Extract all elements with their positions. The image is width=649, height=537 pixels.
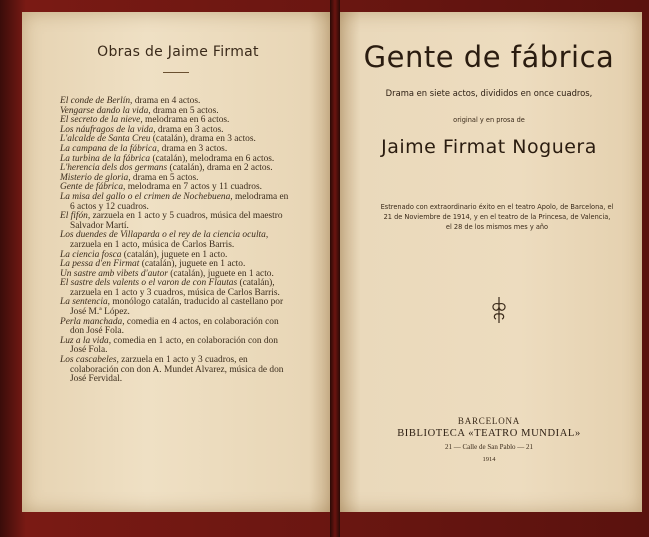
work-description: (catalán), juguete en 1 acto.: [167, 268, 274, 279]
work-entry: [60, 356, 292, 385]
premiere-note: Estrenado con extraordinario éxito en el teatro Apolo, de Barcelona, el 21 de Noviembre de 1914, y en el teatro de la Princesa, de Valencia, el 28 de los mismos mes y año: [380, 203, 614, 231]
work-title: Misterio de gloria,: [60, 172, 131, 183]
work-title: Los cascabeles,: [60, 355, 119, 366]
work-description: drama en 3 actos.: [159, 143, 228, 154]
work-entry: [60, 318, 292, 337]
work-description: drama en 5 actos.: [130, 172, 199, 183]
work-description: zarzuela en 1 acto y 5 cuadros, música del maestro Salvador Martí.: [70, 211, 283, 231]
work-title: La campana de la fábrica,: [60, 143, 160, 154]
work-title: La turbina de la fábrica: [60, 153, 151, 164]
work-description: monólogo catalán, traducido al castellano por José M.ª López.: [70, 297, 284, 318]
work-description: zarzuela en 1 acto, música de Carlos Barris.: [70, 239, 235, 250]
work-entry: [60, 279, 292, 298]
work-entry: [60, 337, 292, 356]
work-title: La misa del gallo o el crimen de Nochebuena,: [60, 191, 233, 202]
work-description: (catalán), drama en 2 actos.: [167, 163, 273, 174]
work-title: Luz a la vida,: [60, 335, 112, 346]
work-description: zarzuela en 1 acto y 3 cuadros, en colaboración con don A. Mundet Alvarez, música de don José Fervidal.: [70, 355, 284, 385]
work-description: comedia en 4 actos, en colaboración con don José Fola.: [70, 316, 279, 337]
work-title: L'herencia dels dos germans: [60, 163, 168, 174]
work-entry: [60, 193, 292, 212]
work-description: (catalán), juguete en 1 acto.: [139, 259, 246, 270]
work-title: El sastre dels valents o el varon de con Flautas: [60, 278, 238, 289]
work-title: La pessa d'en Firmat: [60, 259, 140, 270]
work-entry: [60, 212, 292, 231]
heading-rule: [163, 72, 189, 73]
publisher-address: 21 — Calle de San Pablo — 21: [444, 443, 534, 451]
publisher-city: BARCELONA: [457, 416, 521, 426]
works-list: [60, 97, 292, 385]
work-description: melodrama en 6 actos.: [142, 115, 230, 126]
work-description: (catalán), melodrama en 6 actos.: [150, 153, 275, 164]
work-title: La sentencia,: [60, 297, 110, 308]
work-description: (catalán), drama en 3 actos.: [150, 134, 256, 145]
work-description: drama en 5 actos.: [150, 105, 219, 116]
book-subtitle: Drama en siete actos, divididos en once cuadros,: [385, 88, 593, 98]
work-title: L'alcalde de Santa Creu: [60, 134, 151, 145]
work-title: Perla manchada,: [60, 316, 125, 327]
work-title: Los náufragos de la vida,: [60, 124, 156, 135]
work-entry: [60, 298, 292, 317]
work-description: melodrama en 6 actos y 12 cuadros.: [70, 191, 289, 212]
work-description: drama en 3 actos.: [155, 124, 224, 135]
work-title: El fifón,: [60, 211, 91, 222]
fleuron-ornament-icon: [488, 296, 510, 324]
work-description: (catalán), juguete en 1 acto.: [121, 249, 228, 260]
work-description: (catalán), zarzuela en 1 acto y 3 cuadros, música de Carlos Barris.: [70, 278, 280, 298]
publisher-name: BIBLIOTECA «TEATRO MUNDIAL»: [397, 428, 581, 439]
work-title: La ciencia fosca: [60, 249, 122, 260]
work-entry: [60, 231, 292, 250]
work-title: Un sastre amb vibets d'autor: [60, 268, 168, 279]
original-note: original y en prosa de: [453, 116, 525, 124]
work-description: melodrama en 7 actos y 11 cuadros.: [125, 182, 262, 193]
work-description: drama en 4 actos.: [132, 96, 201, 106]
author-name: Jaime Firmat Noguera: [381, 136, 597, 158]
work-description: comedia en 1 acto, en colaboración con don José Fola.: [70, 335, 278, 356]
publication-year: 1914: [482, 456, 496, 463]
book-title: Gente de fábrica: [363, 40, 615, 74]
work-title: Gente de fábrica,: [60, 182, 126, 193]
work-title: Vengarse dando la vida,: [60, 105, 151, 116]
works-list-heading: Obras de Jaime Firmat: [97, 44, 259, 60]
work-title: El secreto de la nieve,: [60, 115, 143, 126]
work-title: El conde de Berlín,: [60, 96, 133, 106]
work-title: Los duendes de Villaparda o el rey de la ciencia oculta,: [60, 230, 269, 241]
